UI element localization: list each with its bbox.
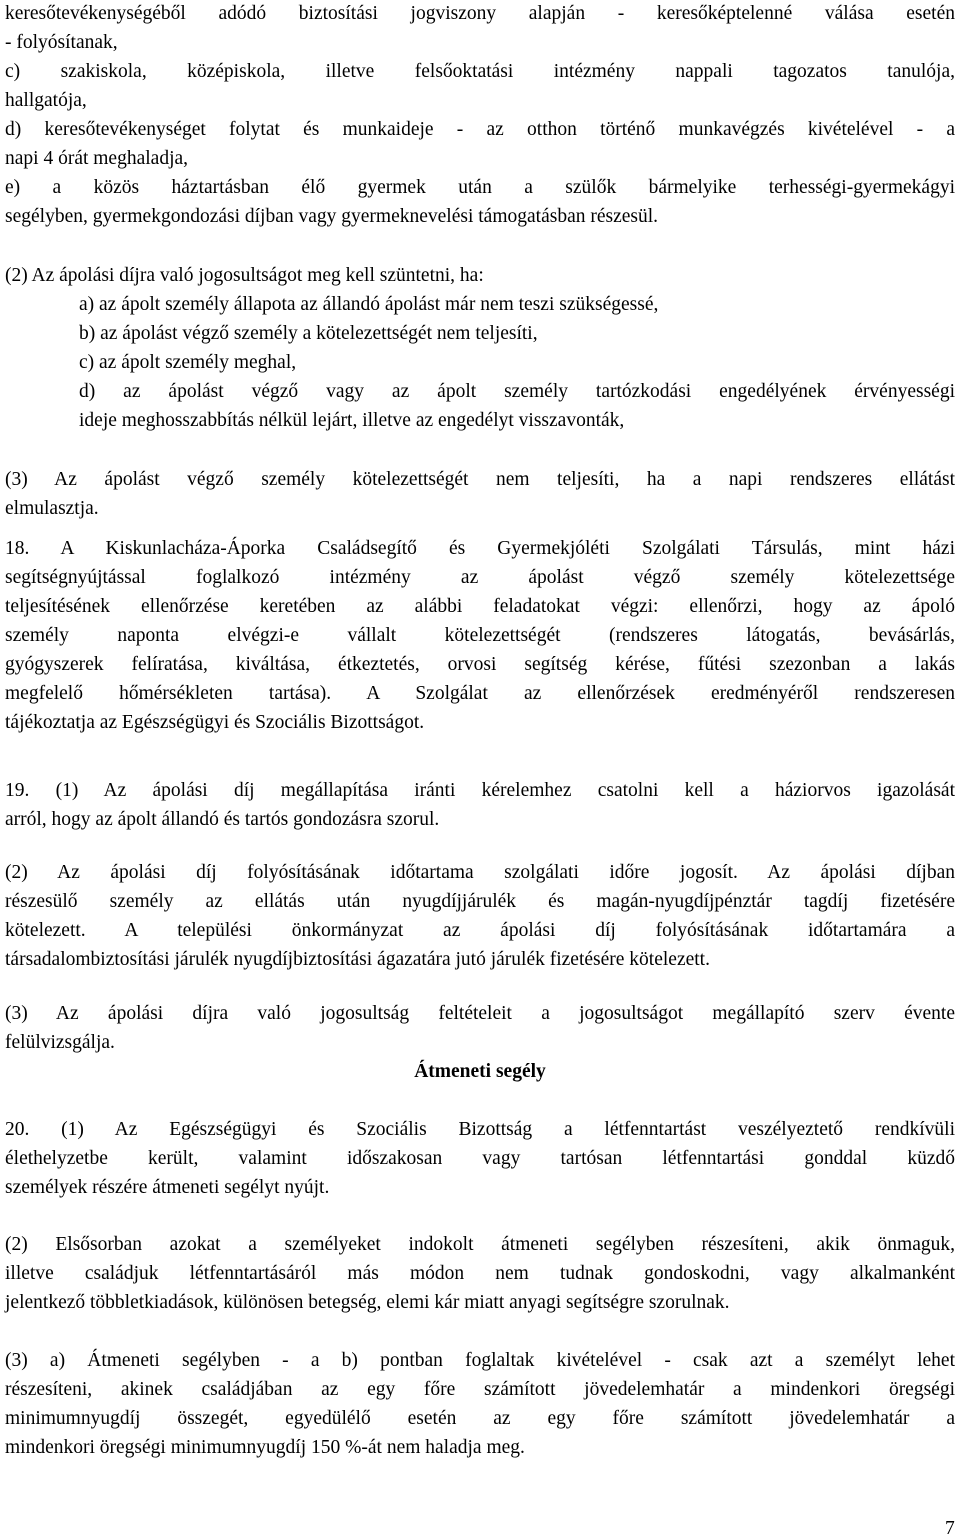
text-line: (2) Az ápolási díjra való jogosultságot meg kell szüntetni, ha: (5, 265, 484, 286)
list-item: d) az ápolást végző vagy az ápolt személy tartózkodási engedélyének érvényességi (79, 381, 955, 402)
text-line: napi 4 órát meghaladja, (5, 148, 189, 169)
text-line: e) a közös háztartásban élő gyermek után a szülők bármelyike terhességi-gyermekágyi (5, 177, 955, 198)
text-line: minimumnyugdíj összegét, egyedülélő esetén az egy főre számított jövedelemhatár a (5, 1408, 955, 1429)
text-line: személy naponta elvégzi-e vállalt kötelezettségét (rendszeres látogatás, bevásárlás, (5, 625, 955, 646)
text-line: 19. (1) Az ápolási díj megállapítása iránti kérelemhez csatolni kell a háziorvos igazolását (5, 780, 955, 801)
text-line: arról, hogy az ápolt állandó és tartós gondozásra szorul. (5, 809, 440, 830)
text-line: (3) Az ápolási díjra való jogosultság feltételeit a jogosultságot megállapító szerv évente (5, 1003, 955, 1024)
text-line: részesíteni, akinek családjában az egy főre számított jövedelemhatár a mindenkori öregségi (5, 1379, 955, 1400)
text-line: c) szakiskola, középiskola, illetve felsőoktatási intézmény nappali tagozatos tanulója, (5, 61, 955, 82)
text-line: gyógyszerek felíratása, kiváltása, étkeztetés, orvosi segítség kérése, fűtési szezonban a lakás (5, 654, 955, 675)
text-line: segélyben, gyermekgondozási díjban vagy gyermeknevelési támogatásban részesül. (5, 206, 659, 227)
text-line: illetve családjuk létfenntartásáról más módon nem tudnak gondoskodni, vagy alkalmanként (5, 1263, 955, 1284)
text-line: teljesítésének ellenőrzése keretében az alábbi feladatokat végzi: ellenőrzi, hogy az ápoló (5, 596, 955, 617)
list-item: b) az ápolást végző személy a kötelezettségét nem teljesíti, (79, 323, 538, 344)
text-line: - folyósítanak, (5, 32, 118, 53)
text-line: jelentkező többletkiadások, különösen betegség, elemi kár miatt anyagi segítségre szorulnak. (5, 1292, 730, 1313)
text-line: élethelyzetbe került, valamint időszakosan vagy tartósan létfenntartási gonddal küzdő (5, 1148, 955, 1169)
list-item: a) az ápolt személy állapota az állandó ápolást már nem teszi szükségessé, (79, 294, 659, 315)
text-line: (3) a) Átmeneti segélyben - a b) pontban foglaltak kivételével - csak azt a személyt lehet (5, 1350, 955, 1371)
text-line: segítségnyújtással foglalkozó intézmény az ápolást végző személy kötelezettsége (5, 567, 955, 588)
section-heading: Átmeneti segély (414, 1061, 546, 1082)
text-line: (2) Az ápolási díj folyósításának időtartama szolgálati időre jogosít. Az ápolási díjban (5, 862, 955, 883)
text-line: elmulasztja. (5, 498, 99, 519)
text-line: részesülő személy az ellátás után nyugdíjjárulék és magán-nyugdíjpénztár tagdíj fizetésére (5, 891, 955, 912)
text-line: (3) Az ápolást végző személy kötelezettségét nem teljesíti, ha a napi rendszeres ellátást (5, 469, 955, 490)
list-item: ideje meghosszabbítás nélkül lejárt, illetve az engedélyt visszavonták, (79, 410, 625, 431)
text-line: mindenkori öregségi minimumnyugdíj 150 %-át nem haladja meg. (5, 1437, 525, 1458)
text-line: d) keresőtevékenységet folytat és munkaideje - az otthon történő munkavégzés kivételével - a (5, 119, 955, 140)
text-line: kötelezett. A települési önkormányzat az ápolási díj folyósításának időtartamára a (5, 920, 955, 941)
text-line: személyek részére átmeneti segélyt nyújt. (5, 1177, 330, 1198)
text-line: hallgatója, (5, 90, 87, 111)
text-line: tájékoztatja az Egészségügyi és Szociális Bizottságot. (5, 712, 425, 733)
text-line: felülvizsgálja. (5, 1032, 115, 1053)
text-line: megfelelő hőmérsékleten tartása). A Szolgálat az ellenőrzések eredményéről rendszeresen (5, 683, 955, 704)
text-line: keresőtevékenységéből adódó biztosítási jogviszony alapján - keresőképtelenné válása esetén (5, 3, 955, 24)
text-line: 20. (1) Az Egészségügyi és Szociális Bizottság a létfenntartást veszélyeztető rendkívüli (5, 1119, 955, 1140)
text-line: (2) Elsősorban azokat a személyeket indokolt átmeneti segélyben részesíteni, akik önmaguk, (5, 1234, 955, 1255)
text-line: társadalombiztosítási járulék nyugdíjbiztosítási ágazatára jutó járulék fizetésére kötelezett. (5, 949, 710, 970)
text-line: 18. A Kiskunlacháza-Áporka Családsegítő és Gyermekjóléti Szolgálati Társulás, mint házi (5, 538, 955, 559)
page-number: 7 (945, 1518, 955, 1539)
list-item: c) az ápolt személy meghal, (79, 352, 297, 373)
